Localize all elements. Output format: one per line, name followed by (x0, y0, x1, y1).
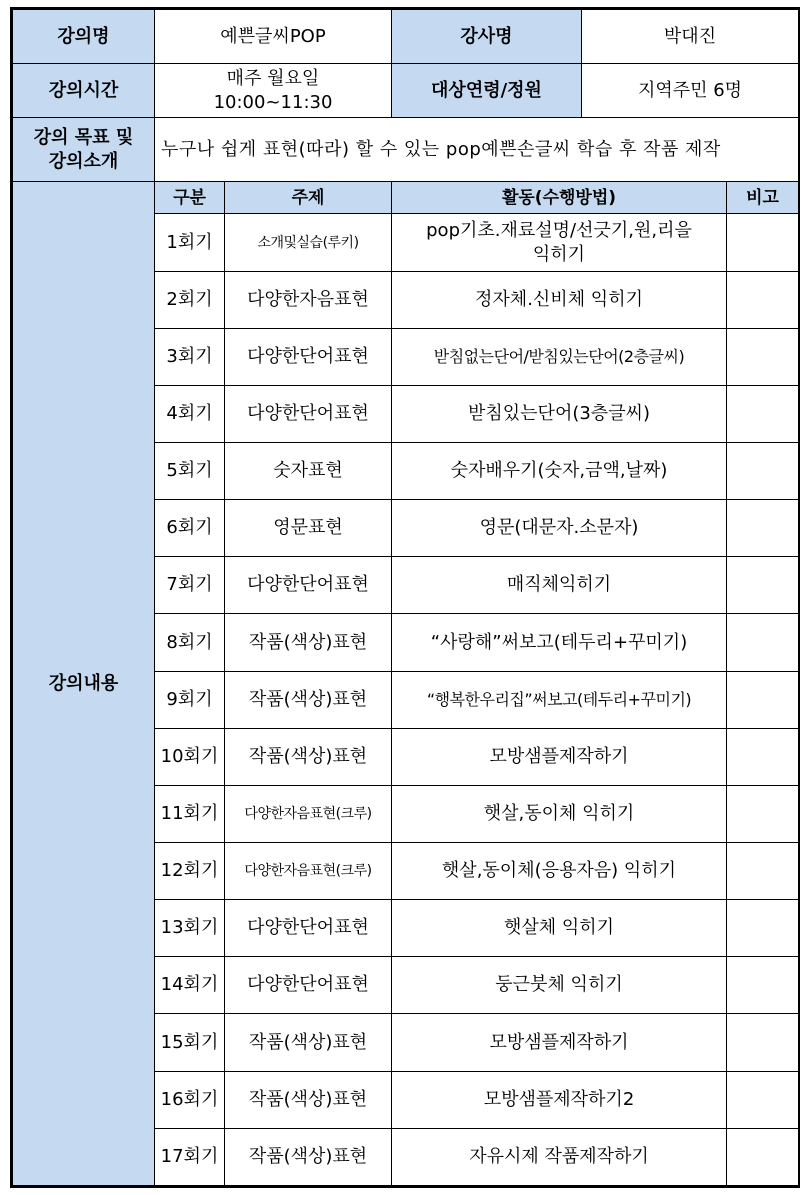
session-cell: 11회기 (155, 785, 225, 842)
target-value: 지역주민 6명 (582, 64, 799, 118)
session-cell: 1회기 (155, 214, 225, 271)
topic-cell: 다양한단어표현 (225, 957, 392, 1014)
activity-cell: 모방샘플제작하기2 (392, 1071, 727, 1128)
note-cell (727, 1128, 799, 1185)
activity-cell: 모방샘플제작하기 (392, 728, 727, 785)
row-course-info (13, 10, 799, 64)
topic-cell: 소개및실습(루키) (225, 214, 392, 271)
topic-cell: 다양한단어표현 (225, 328, 392, 385)
topic-cell: 다양한자음표현 (225, 271, 392, 328)
row-time-target (13, 64, 799, 118)
course-name-label: 강의명 (13, 10, 155, 64)
session-cell: 2회기 (155, 271, 225, 328)
time-value (155, 64, 392, 118)
time-line-1: 매주 월요일 (226, 67, 320, 89)
topic-cell: 다양한단어표현 (225, 900, 392, 957)
topic-cell: 영문표현 (225, 500, 392, 557)
topic-cell: 작품(색상)표현 (225, 1071, 392, 1128)
session-cell: 7회기 (155, 557, 225, 614)
syllabus-table (12, 9, 799, 1186)
activity-cell: 영문(대문자.소문자) (392, 500, 727, 557)
topic-cell: 다양한단어표현 (225, 557, 392, 614)
activity-cell: 둥근붓체 익히기 (392, 957, 727, 1014)
session-cell: 17회기 (155, 1128, 225, 1185)
note-cell (727, 785, 799, 842)
activity-cell: “사랑해”써보고(테두리+꾸미기) (392, 614, 727, 671)
goal-label-line-2: 강의소개 (48, 150, 119, 172)
goal-label-line-1: 강의 목표 및 (33, 126, 134, 148)
session-cell: 12회기 (155, 843, 225, 900)
activity-cell: 모방샘플제작하기 (392, 1014, 727, 1071)
topic-cell: 숫자표현 (225, 443, 392, 500)
activity-cell: 받침없는단어/받침있는단어(2층글씨) (392, 328, 727, 385)
session-cell: 6회기 (155, 500, 225, 557)
content-label: 강의내용 (13, 182, 155, 1186)
note-cell (727, 385, 799, 442)
session-cell: 5회기 (155, 443, 225, 500)
target-label: 대상연령/정원 (392, 64, 582, 118)
topic-cell: 작품(색상)표현 (225, 1128, 392, 1185)
activity-cell: 햇살,동이체 익히기 (392, 785, 727, 842)
session-cell: 8회기 (155, 614, 225, 671)
row-goal (13, 118, 799, 182)
activity-cell: 숫자배우기(숫자,금액,날짜) (392, 443, 727, 500)
instructor-label: 강사명 (392, 10, 582, 64)
session-cell: 10회기 (155, 728, 225, 785)
topic-cell: 다양한자음표현(크루) (225, 843, 392, 900)
topic-cell: 작품(색상)표현 (225, 1014, 392, 1071)
activity-cell: 햇살체 익히기 (392, 900, 727, 957)
note-cell (727, 957, 799, 1014)
column-header-topic: 주제 (225, 182, 392, 214)
activity-cell: 자유시제 작품제작하기 (392, 1128, 727, 1185)
goal-value: 누구나 쉽게 표현(따라) 할 수 있는 pop예쁜손글씨 학습 후 작품 제작 (155, 118, 799, 182)
note-cell (727, 728, 799, 785)
note-cell (727, 271, 799, 328)
time-line-2: 10:00~11:30 (213, 91, 333, 113)
note-cell (727, 614, 799, 671)
topic-cell: 다양한자음표현(크루) (225, 785, 392, 842)
row-column-headers (13, 182, 799, 214)
activity-cell: “행복한우리집”써보고(테두리+꾸미기) (392, 671, 727, 728)
column-header-session: 구분 (155, 182, 225, 214)
session-cell: 4회기 (155, 385, 225, 442)
column-header-activity: 활동(수행방법) (392, 182, 727, 214)
note-cell (727, 328, 799, 385)
activity-cell: 정자체.신비체 익히기 (392, 271, 727, 328)
note-cell (727, 843, 799, 900)
note-cell (727, 500, 799, 557)
note-cell (727, 900, 799, 957)
activity-line-1: pop기초.재료설명/선긋기,원,리을 (426, 219, 692, 241)
time-label: 강의시간 (13, 64, 155, 118)
session-cell: 15회기 (155, 1014, 225, 1071)
topic-cell: 작품(색상)표현 (225, 671, 392, 728)
note-cell (727, 557, 799, 614)
topic-cell: 다양한단어표현 (225, 385, 392, 442)
session-cell: 9회기 (155, 671, 225, 728)
note-cell (727, 1071, 799, 1128)
activity-line-2: 익히기 (532, 243, 586, 265)
column-header-note: 비고 (727, 182, 799, 214)
activity-cell (392, 214, 727, 271)
syllabus-sheet (10, 7, 800, 1188)
course-name-value: 예쁜글씨POP (155, 10, 392, 64)
note-cell (727, 443, 799, 500)
activity-cell: 받침있는단어(3층글씨) (392, 385, 727, 442)
session-cell: 13회기 (155, 900, 225, 957)
note-cell (727, 671, 799, 728)
activity-cell: 매직체익히기 (392, 557, 727, 614)
topic-cell: 작품(색상)표현 (225, 728, 392, 785)
note-cell (727, 214, 799, 271)
activity-cell: 햇살,동이체(응용자음) 익히기 (392, 843, 727, 900)
topic-cell: 작품(색상)표현 (225, 614, 392, 671)
session-cell: 14회기 (155, 957, 225, 1014)
goal-label (13, 118, 155, 182)
session-cell: 16회기 (155, 1071, 225, 1128)
note-cell (727, 1014, 799, 1071)
instructor-value: 박대진 (582, 10, 799, 64)
session-cell: 3회기 (155, 328, 225, 385)
